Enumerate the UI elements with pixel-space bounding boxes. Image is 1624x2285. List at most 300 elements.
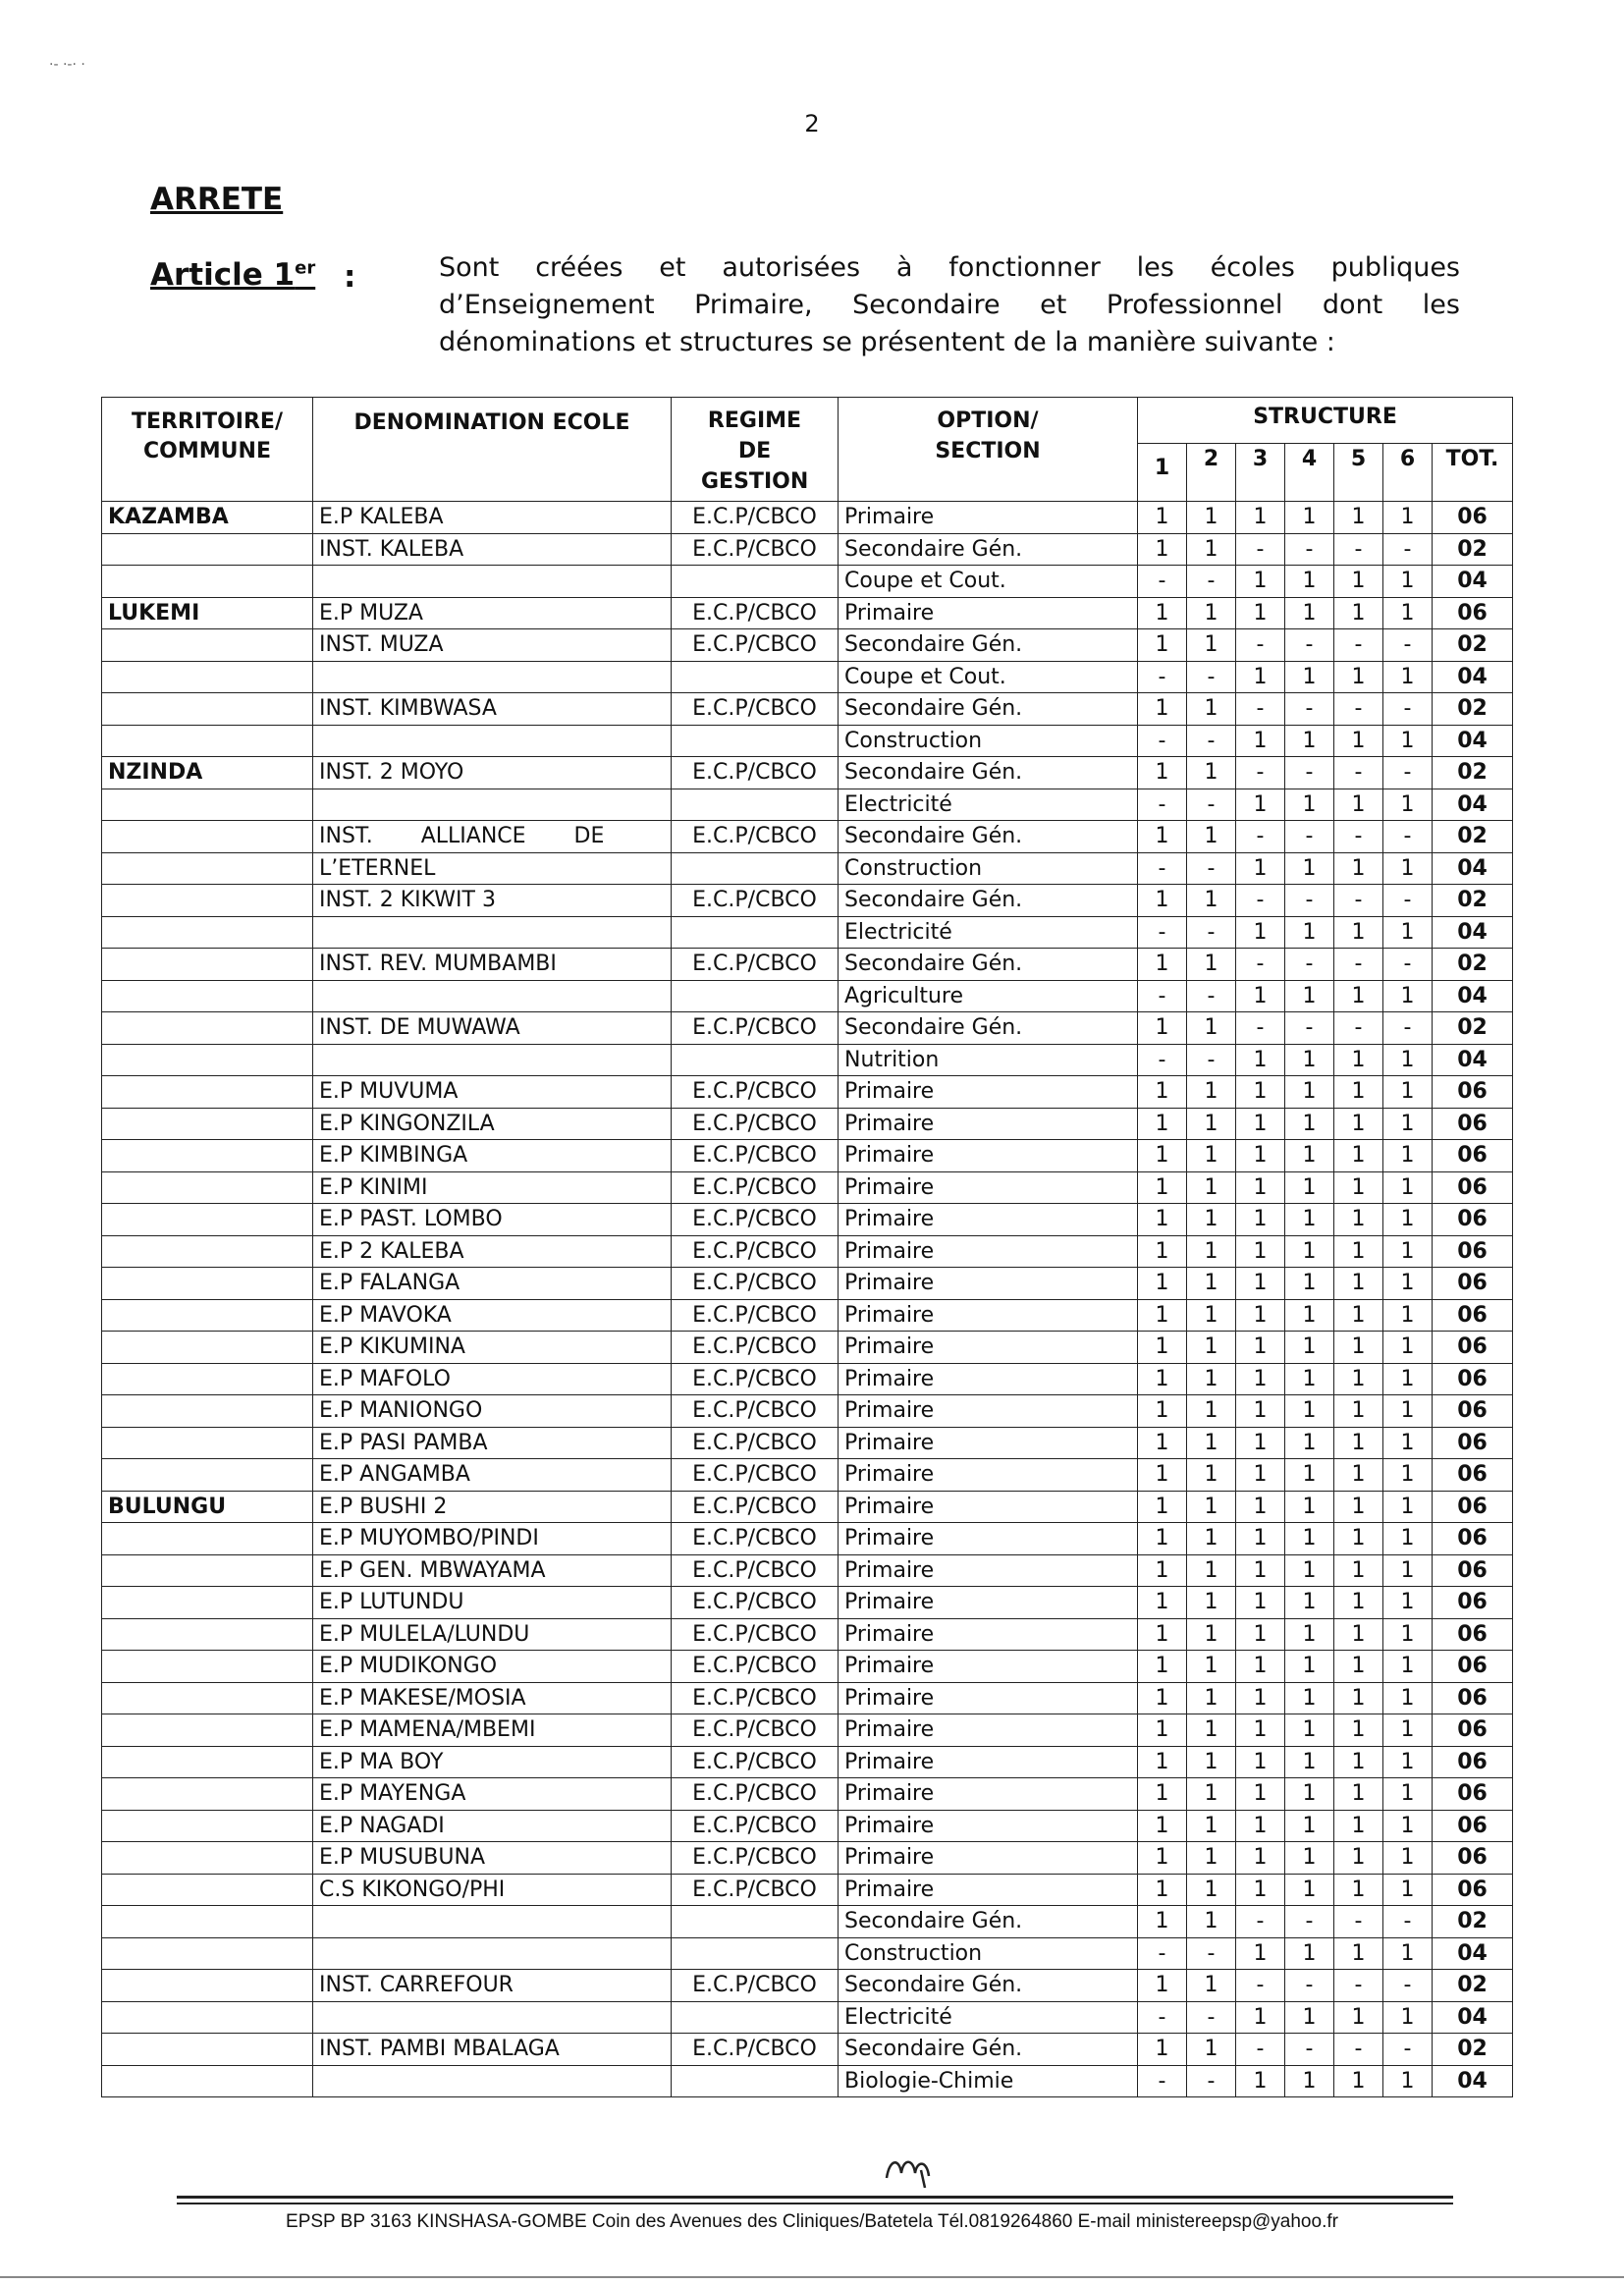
structure-2-cell: 1 [1187, 1108, 1236, 1140]
structure-4-cell: 1 [1285, 2001, 1334, 2034]
regime-cell: E.C.P/CBCO [672, 1554, 839, 1587]
total-cell: 04 [1433, 661, 1513, 693]
regime-cell: E.C.P/CBCO [672, 1587, 839, 1619]
structure-6-cell: 1 [1383, 916, 1433, 949]
table-row [102, 1714, 1513, 1747]
territoire-cell [102, 1651, 313, 1683]
structure-4-cell: 1 [1285, 2065, 1334, 2097]
table-row [102, 949, 1513, 981]
structure-5-cell: 1 [1334, 789, 1383, 821]
total-cell: 02 [1433, 2034, 1513, 2066]
structure-2-cell: 1 [1187, 1842, 1236, 1875]
table-row [102, 661, 1513, 693]
structure-1-cell: 1 [1138, 1970, 1187, 2002]
structure-5-cell: 1 [1334, 916, 1383, 949]
structure-4-cell: 1 [1285, 1140, 1334, 1172]
structure-3-cell: 1 [1236, 1714, 1285, 1747]
denomination-cell: INST. PAMBI MBALAGA [313, 2034, 672, 2066]
table-row [102, 1332, 1513, 1364]
denomination-cell: INST. 2 KIKWIT 3 [313, 885, 672, 917]
structure-1-cell: - [1138, 566, 1187, 598]
table-row [102, 1523, 1513, 1555]
structure-5-cell: 1 [1334, 566, 1383, 598]
structure-1-cell: 1 [1138, 1746, 1187, 1778]
structure-3-cell: 1 [1236, 1332, 1285, 1364]
structure-1-cell: 1 [1138, 1012, 1187, 1045]
territoire-cell: LUKEMI [102, 597, 313, 629]
structure-1-cell: - [1138, 1044, 1187, 1076]
option-cell: Secondaire Gén. [839, 757, 1138, 789]
denomination-cell [313, 725, 672, 757]
structure-1-cell: 1 [1138, 1554, 1187, 1587]
structure-5-cell: 1 [1334, 1299, 1383, 1332]
structure-6-cell: 1 [1383, 1618, 1433, 1651]
table-row [102, 980, 1513, 1012]
structure-4-cell: 1 [1285, 980, 1334, 1012]
structure-5-cell: - [1334, 949, 1383, 981]
option-cell: Primaire [839, 1554, 1138, 1587]
option-cell: Electricité [839, 916, 1138, 949]
structure-2-cell: 1 [1187, 1395, 1236, 1428]
option-cell: Coupe et Cout. [839, 566, 1138, 598]
structure-2-cell: 1 [1187, 1491, 1236, 1523]
structure-3-cell: 1 [1236, 1491, 1285, 1523]
structure-4-cell: 1 [1285, 1491, 1334, 1523]
denomination-cell: E.P MAKESE/MOSIA [313, 1682, 672, 1714]
regime-cell [672, 1906, 839, 1938]
structure-6-cell: 1 [1383, 1714, 1433, 1747]
total-cell: 02 [1433, 533, 1513, 566]
regime-cell: E.C.P/CBCO [672, 1363, 839, 1395]
structure-6-cell: 1 [1383, 1587, 1433, 1619]
structure-5-cell: - [1334, 1012, 1383, 1045]
structure-5-cell: 1 [1334, 1076, 1383, 1109]
denomination-cell: E.P MUYOMBO/PINDI [313, 1523, 672, 1555]
denomination-cell: E.P BUSHI 2 [313, 1491, 672, 1523]
structure-5-cell: 1 [1334, 1937, 1383, 1970]
structure-1-cell: 1 [1138, 1778, 1187, 1811]
denomination-cell: E.P NAGADI [313, 1810, 672, 1842]
denomination-cell [313, 1906, 672, 1938]
regime-cell: E.C.P/CBCO [672, 1970, 839, 2002]
option-cell: Primaire [839, 1427, 1138, 1459]
structure-2-cell: 1 [1187, 1970, 1236, 2002]
page-number: 2 [804, 110, 820, 137]
structure-3-cell: 1 [1236, 1204, 1285, 1236]
structure-2-cell: 1 [1187, 1651, 1236, 1683]
territoire-cell [102, 1810, 313, 1842]
table-row [102, 1395, 1513, 1428]
table-row [102, 1970, 1513, 2002]
structure-4-cell: - [1285, 2034, 1334, 2066]
option-cell: Electricité [839, 2001, 1138, 2034]
structure-5-cell: 1 [1334, 1746, 1383, 1778]
structure-1-cell: 1 [1138, 1523, 1187, 1555]
footer-rule [177, 2196, 1453, 2204]
regime-cell: E.C.P/CBCO [672, 1140, 839, 1172]
structure-3-cell: 1 [1236, 2001, 1285, 2034]
table-row [102, 1459, 1513, 1492]
structure-4-cell: 1 [1285, 852, 1334, 885]
structure-6-cell: 1 [1383, 661, 1433, 693]
option-cell: Primaire [839, 1332, 1138, 1364]
structure-2-cell: 1 [1187, 1778, 1236, 1811]
denomination-cell: INST. REV. MUMBAMBI [313, 949, 672, 981]
option-cell: Primaire [839, 1108, 1138, 1140]
structure-6-cell: - [1383, 1012, 1433, 1045]
denomination-cell: E.P MULELA/LUNDU [313, 1618, 672, 1651]
territoire-cell [102, 693, 313, 726]
structure-4-cell: 1 [1285, 1714, 1334, 1747]
regime-cell: E.C.P/CBCO [672, 1171, 839, 1204]
structure-5-cell: 1 [1334, 1427, 1383, 1459]
structure-3-cell: 1 [1236, 1587, 1285, 1619]
header-option: OPTION/ SECTION [839, 398, 1138, 502]
structure-5-cell: - [1334, 2034, 1383, 2066]
structure-1-cell: 1 [1138, 949, 1187, 981]
denomination-cell: E.P LUTUNDU [313, 1587, 672, 1619]
structure-2-cell: 1 [1187, 533, 1236, 566]
territoire-cell [102, 1235, 313, 1268]
structure-2-cell: 1 [1187, 1618, 1236, 1651]
regime-cell [672, 661, 839, 693]
denomination-cell: E.P MUSUBUNA [313, 1842, 672, 1875]
table-row [102, 2065, 1513, 2097]
structure-4-cell: - [1285, 1970, 1334, 2002]
structure-2-cell: - [1187, 566, 1236, 598]
structure-4-cell: 1 [1285, 1746, 1334, 1778]
structure-2-cell: 1 [1187, 1874, 1236, 1906]
territoire-cell [102, 789, 313, 821]
total-cell: 06 [1433, 1395, 1513, 1428]
total-cell: 06 [1433, 1235, 1513, 1268]
total-cell: 04 [1433, 916, 1513, 949]
table-row [102, 789, 1513, 821]
structure-1-cell: 1 [1138, 1363, 1187, 1395]
regime-cell: E.C.P/CBCO [672, 1268, 839, 1300]
structure-6-cell: 1 [1383, 1268, 1433, 1300]
structure-5-cell: - [1334, 1970, 1383, 2002]
option-cell: Agriculture [839, 980, 1138, 1012]
structure-2-cell: - [1187, 2065, 1236, 2097]
structure-1-cell: - [1138, 789, 1187, 821]
structure-4-cell: 1 [1285, 1076, 1334, 1109]
structure-3-cell: 1 [1236, 1874, 1285, 1906]
structure-3-cell: 1 [1236, 2065, 1285, 2097]
structure-1-cell: 1 [1138, 1587, 1187, 1619]
table-row [102, 2001, 1513, 2034]
structure-4-cell: 1 [1285, 566, 1334, 598]
structure-4-cell: 1 [1285, 1204, 1334, 1236]
table-row [102, 1235, 1513, 1268]
structure-5-cell: 1 [1334, 1682, 1383, 1714]
structure-3-cell: - [1236, 821, 1285, 853]
structure-5-cell: 1 [1334, 1171, 1383, 1204]
territoire-cell [102, 1012, 313, 1045]
structure-2-cell: 1 [1187, 1076, 1236, 1109]
territoire-cell [102, 916, 313, 949]
territoire-cell [102, 1427, 313, 1459]
table-row [102, 1140, 1513, 1172]
territoire-cell [102, 629, 313, 662]
option-cell: Construction [839, 725, 1138, 757]
structure-5-cell: 1 [1334, 725, 1383, 757]
total-cell: 02 [1433, 1906, 1513, 1938]
total-cell: 06 [1433, 1651, 1513, 1683]
structure-1-cell: 1 [1138, 1395, 1187, 1428]
structure-3-cell: 1 [1236, 566, 1285, 598]
structure-4-cell: - [1285, 1906, 1334, 1938]
structure-5-cell: - [1334, 757, 1383, 789]
structure-4-cell: 1 [1285, 1554, 1334, 1587]
regime-cell: E.C.P/CBCO [672, 1842, 839, 1875]
structure-6-cell: 1 [1383, 597, 1433, 629]
denomination-cell: INST. KALEBA [313, 533, 672, 566]
structure-6-cell: 1 [1383, 1171, 1433, 1204]
table-row [102, 725, 1513, 757]
structure-4-cell: 1 [1285, 725, 1334, 757]
total-cell: 06 [1433, 1076, 1513, 1109]
structure-1-cell: 1 [1138, 597, 1187, 629]
total-cell: 06 [1433, 1618, 1513, 1651]
structure-2-cell: 1 [1187, 1427, 1236, 1459]
structure-1-cell: 1 [1138, 1076, 1187, 1109]
denomination-cell: E.P MAYENGA [313, 1778, 672, 1811]
structure-2-cell: 1 [1187, 1810, 1236, 1842]
table-row [102, 2034, 1513, 2066]
structure-6-cell: 1 [1383, 725, 1433, 757]
territoire-cell [102, 1044, 313, 1076]
total-cell: 06 [1433, 1108, 1513, 1140]
structure-3-cell: - [1236, 949, 1285, 981]
structure-3-cell: - [1236, 757, 1285, 789]
regime-cell: E.C.P/CBCO [672, 757, 839, 789]
territoire-cell [102, 1874, 313, 1906]
territoire-cell [102, 1171, 313, 1204]
structure-6-cell: 1 [1383, 1682, 1433, 1714]
structure-2-cell: - [1187, 852, 1236, 885]
structure-4-cell: 1 [1285, 1044, 1334, 1076]
structure-5-cell: 1 [1334, 1140, 1383, 1172]
denomination-cell [313, 661, 672, 693]
structure-3-cell: 1 [1236, 661, 1285, 693]
structure-6-cell: 1 [1383, 1395, 1433, 1428]
table-row [102, 566, 1513, 598]
structure-5-cell: 1 [1334, 1332, 1383, 1364]
structure-6-cell: 1 [1383, 1778, 1433, 1811]
denomination-cell: L’ETERNEL [313, 852, 672, 885]
structure-5-cell: 1 [1334, 1523, 1383, 1555]
denomination-cell: E.P PAST. LOMBO [313, 1204, 672, 1236]
decree-heading: ARRETE [150, 182, 284, 217]
structure-1-cell: - [1138, 2065, 1187, 2097]
header-col-6: 6 [1383, 444, 1433, 502]
table-body [102, 502, 1513, 2097]
structure-1-cell: 1 [1138, 1427, 1187, 1459]
structure-2-cell: 1 [1187, 1746, 1236, 1778]
structure-6-cell: - [1383, 693, 1433, 726]
denomination-cell [313, 980, 672, 1012]
header-regime: REGIME DE GESTION [672, 398, 839, 502]
structure-6-cell: - [1383, 1970, 1433, 2002]
structure-5-cell: 1 [1334, 1235, 1383, 1268]
denomination-cell: E.P KALEBA [313, 502, 672, 534]
denomination-cell: E.P GEN. MBWAYAMA [313, 1554, 672, 1587]
structure-4-cell: 1 [1285, 1268, 1334, 1300]
option-cell: Primaire [839, 1651, 1138, 1683]
option-cell: Primaire [839, 1746, 1138, 1778]
structure-2-cell: - [1187, 980, 1236, 1012]
table-row [102, 1012, 1513, 1045]
structure-4-cell: 1 [1285, 789, 1334, 821]
regime-cell: E.C.P/CBCO [672, 1651, 839, 1683]
structure-6-cell: 1 [1383, 502, 1433, 534]
structure-4-cell: 1 [1285, 1842, 1334, 1875]
option-cell: Nutrition [839, 1044, 1138, 1076]
option-cell: Primaire [839, 1140, 1138, 1172]
header-col-tot: TOT. [1433, 444, 1513, 502]
table-row [102, 1587, 1513, 1619]
structure-4-cell: 1 [1285, 597, 1334, 629]
structure-5-cell: 1 [1334, 1587, 1383, 1619]
option-cell: Primaire [839, 1682, 1138, 1714]
denomination-cell: E.P MAFOLO [313, 1363, 672, 1395]
option-cell: Secondaire Gén. [839, 1012, 1138, 1045]
total-cell: 02 [1433, 949, 1513, 981]
regime-cell: E.C.P/CBCO [672, 1810, 839, 1842]
territoire-cell: NZINDA [102, 757, 313, 789]
total-cell: 06 [1433, 1842, 1513, 1875]
total-cell: 06 [1433, 1459, 1513, 1492]
structure-5-cell: 1 [1334, 852, 1383, 885]
structure-3-cell: 1 [1236, 1746, 1285, 1778]
table-row [102, 1268, 1513, 1300]
regime-cell [672, 916, 839, 949]
structure-4-cell: 1 [1285, 1587, 1334, 1619]
territoire-cell [102, 2001, 313, 2034]
structure-2-cell: 1 [1187, 1363, 1236, 1395]
structure-3-cell: - [1236, 533, 1285, 566]
structure-5-cell: 1 [1334, 1459, 1383, 1492]
structure-3-cell: 1 [1236, 1810, 1285, 1842]
structure-3-cell: 1 [1236, 1395, 1285, 1428]
structure-2-cell: 1 [1187, 1459, 1236, 1492]
regime-cell: E.C.P/CBCO [672, 1204, 839, 1236]
denomination-cell: E.P MAMENA/MBEMI [313, 1714, 672, 1747]
table-row [102, 1204, 1513, 1236]
structure-1-cell: - [1138, 1937, 1187, 1970]
structure-3-cell: 1 [1236, 1268, 1285, 1300]
option-cell: Primaire [839, 1268, 1138, 1300]
structure-4-cell: 1 [1285, 1810, 1334, 1842]
structure-4-cell: - [1285, 629, 1334, 662]
denomination-cell: C.S KIKONGO/PHI [313, 1874, 672, 1906]
denomination-cell [313, 789, 672, 821]
structure-2-cell: 1 [1187, 1299, 1236, 1332]
structure-6-cell: 1 [1383, 1108, 1433, 1140]
structure-6-cell: 1 [1383, 1204, 1433, 1236]
option-cell: Secondaire Gén. [839, 693, 1138, 726]
table-row [102, 1651, 1513, 1683]
structure-2-cell: 1 [1187, 949, 1236, 981]
territoire-cell [102, 1970, 313, 2002]
option-cell: Biologie-Chimie [839, 2065, 1138, 2097]
structure-3-cell: 1 [1236, 1363, 1285, 1395]
structure-1-cell: - [1138, 661, 1187, 693]
structure-1-cell: - [1138, 725, 1187, 757]
structure-1-cell: 1 [1138, 1268, 1187, 1300]
option-cell: Primaire [839, 1810, 1138, 1842]
total-cell: 04 [1433, 789, 1513, 821]
regime-cell: E.C.P/CBCO [672, 1235, 839, 1268]
table-row [102, 757, 1513, 789]
option-cell: Secondaire Gén. [839, 821, 1138, 853]
total-cell: 06 [1433, 1554, 1513, 1587]
structure-2-cell: - [1187, 725, 1236, 757]
table-row [102, 502, 1513, 534]
structure-1-cell: 1 [1138, 821, 1187, 853]
structure-4-cell: 1 [1285, 1778, 1334, 1811]
structure-6-cell: 1 [1383, 1332, 1433, 1364]
option-cell: Primaire [839, 1523, 1138, 1555]
option-cell: Primaire [839, 1714, 1138, 1747]
structure-1-cell: 1 [1138, 502, 1187, 534]
structure-3-cell: 1 [1236, 1140, 1285, 1172]
table-row [102, 1427, 1513, 1459]
header-col-2: 2 [1187, 444, 1236, 502]
total-cell: 06 [1433, 1874, 1513, 1906]
denomination-cell: INST. KIMBWASA [313, 693, 672, 726]
structure-5-cell: - [1334, 821, 1383, 853]
regime-cell: E.C.P/CBCO [672, 1618, 839, 1651]
total-cell: 06 [1433, 1140, 1513, 1172]
total-cell: 02 [1433, 821, 1513, 853]
structure-3-cell: 1 [1236, 725, 1285, 757]
structure-2-cell: 1 [1187, 821, 1236, 853]
territoire-cell [102, 1363, 313, 1395]
structure-6-cell: 1 [1383, 852, 1433, 885]
structure-1-cell: 1 [1138, 1108, 1187, 1140]
structure-1-cell: 1 [1138, 2034, 1187, 2066]
regime-cell [672, 852, 839, 885]
total-cell: 06 [1433, 1204, 1513, 1236]
structure-3-cell: - [1236, 1012, 1285, 1045]
structure-4-cell: - [1285, 757, 1334, 789]
regime-cell: E.C.P/CBCO [672, 502, 839, 534]
structure-1-cell: 1 [1138, 885, 1187, 917]
structure-6-cell: 1 [1383, 2001, 1433, 2034]
structure-1-cell: - [1138, 852, 1187, 885]
total-cell: 06 [1433, 1299, 1513, 1332]
total-cell: 02 [1433, 757, 1513, 789]
structure-4-cell: - [1285, 1012, 1334, 1045]
table-row [102, 1108, 1513, 1140]
option-cell: Secondaire Gén. [839, 1970, 1138, 2002]
structure-2-cell: - [1187, 2001, 1236, 2034]
table-row [102, 1906, 1513, 1938]
structure-4-cell: - [1285, 885, 1334, 917]
territoire-cell [102, 533, 313, 566]
structure-1-cell: 1 [1138, 1682, 1187, 1714]
structure-1-cell: 1 [1138, 1874, 1187, 1906]
header-structure: STRUCTURE [1138, 398, 1513, 444]
structure-4-cell: - [1285, 693, 1334, 726]
structure-3-cell: - [1236, 1970, 1285, 2002]
total-cell: 04 [1433, 980, 1513, 1012]
regime-cell [672, 2065, 839, 2097]
total-cell: 06 [1433, 1810, 1513, 1842]
structure-3-cell: - [1236, 885, 1285, 917]
